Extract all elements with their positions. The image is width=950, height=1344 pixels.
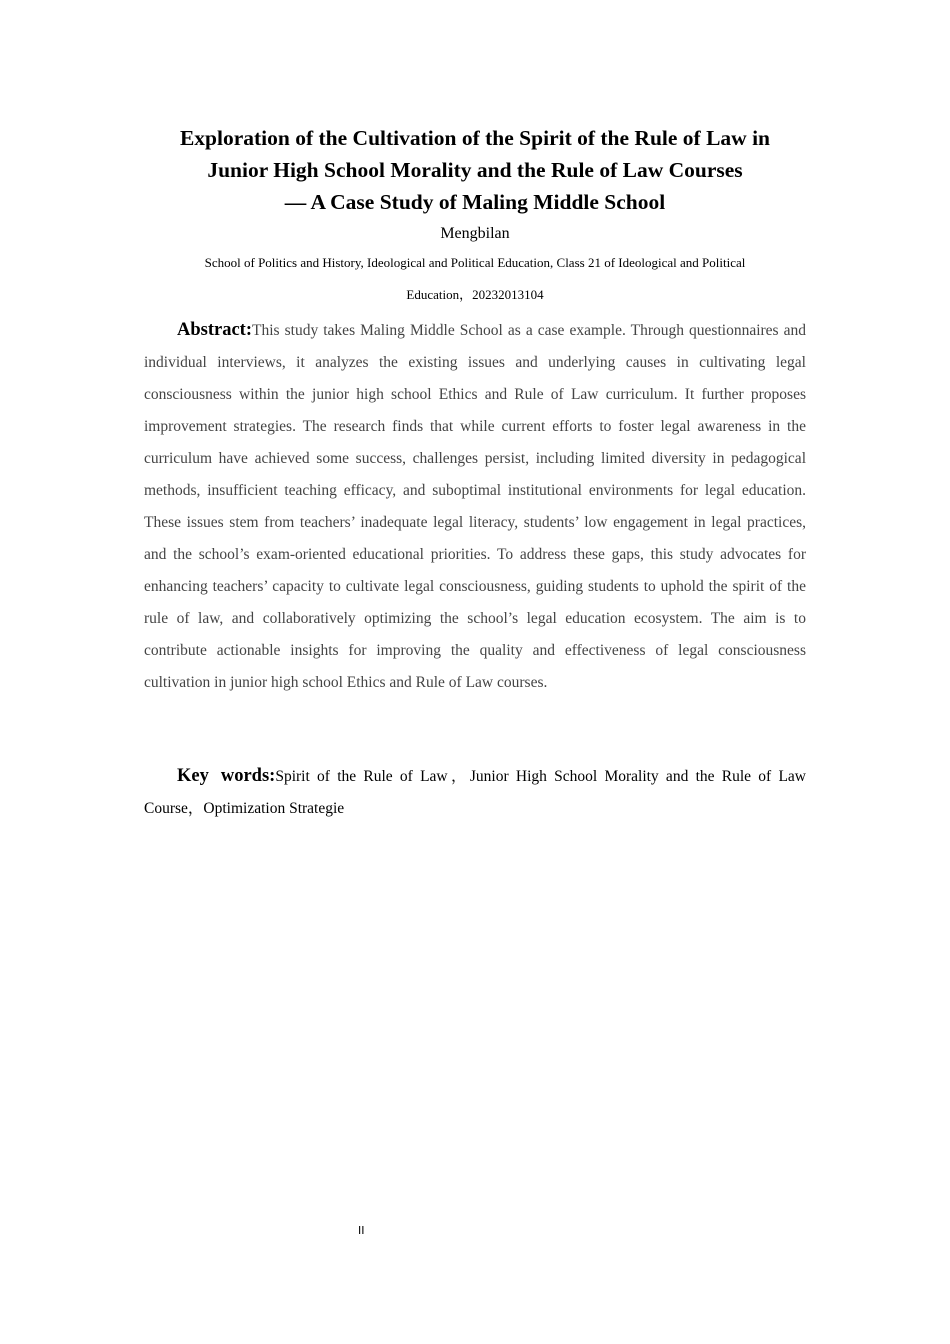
author-name: Mengbilan bbox=[440, 225, 510, 242]
affiliation-line-2: Education，20232013104 bbox=[406, 287, 544, 302]
keywords-paragraph bbox=[144, 760, 806, 825]
abstract-text: This study takes Maling Middle School as a case example. Through questionnaires and individual interviews, it analyzes the existing issues and underlying causes in cultivating legal consciousness within the junior high school Ethics and Rule of Law curriculum. It further proposes improvement strategies. The research finds that while current efforts to foster legal awareness in the curriculum have achieved some success, challenges persist, including limited diversity in pedagogical methods, insufficient teaching efficacy, and suboptimal institutional environments for legal education. These issues stem from teachers’ inadequate legal literacy, students’ low engagement in legal practices, and the school’s exam-oriented educational priorities. To address these gaps, this study advocates for enhancing teachers’ capacity to cultivate legal consciousness, guiding students to uphold the spirit of the rule of law, and collaboratively optimizing the school’s legal education ecosystem. The aim is to contribute actionable insights for improving the quality and effectiveness of legal consciousness cultivation in junior high school Ethics and Rule of Law courses. bbox=[144, 322, 806, 691]
keywords-text: Spirit of the Rule of Law，Junior High School Morality and the Rule of Law Course，Optimization Strategie bbox=[144, 768, 806, 817]
abstract-paragraph bbox=[144, 314, 806, 699]
header-block bbox=[144, 122, 806, 311]
keywords-label: Key words: bbox=[177, 766, 276, 786]
abstract-label: Abstract: bbox=[177, 320, 253, 340]
paper-subtitle: — A Case Study of Maling Middle School bbox=[284, 190, 666, 214]
document-page bbox=[144, 0, 806, 1344]
paper-title-line-2: Junior High School Morality and the Rule of Law Courses bbox=[207, 158, 743, 182]
page-number: II bbox=[358, 1224, 365, 1237]
paper-title-line-1: Exploration of the Cultivation of the Spirit of the Rule of Law in bbox=[179, 126, 771, 150]
affiliation-line-1: School of Politics and History, Ideological and Political Education, Class 21 of Ideological and Political bbox=[204, 255, 746, 270]
